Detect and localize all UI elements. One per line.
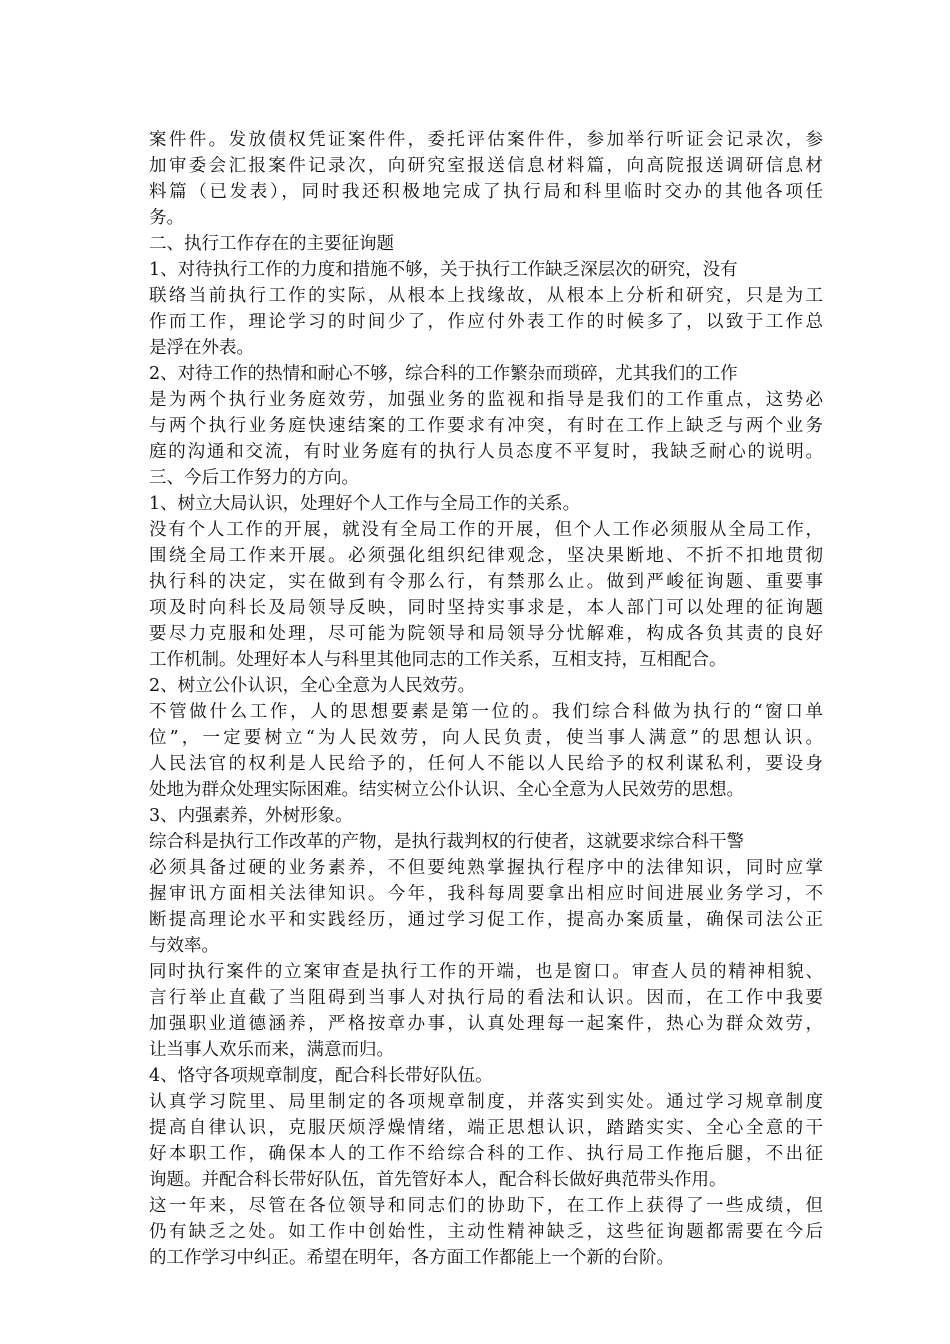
text-line: 工作机制。处理好本人与科里其他同志的工作关系，互相支持，互相配合。 [149, 650, 727, 670]
text-line: 没有个人工作的开展，就没有全局工作的开展，但个人工作必须服从全局工作， [149, 520, 823, 540]
text-line: 同时执行案件的立案审查是执行工作的开端，也是窗口。审查人员的精神相貌、 [149, 962, 823, 982]
text-line: 必须具备过硬的业务素养，不但要纯熟掌握执行程序中的法律知识，同时应掌 [149, 858, 823, 878]
text-line: 庭的沟通和交流，有时业务庭有的执行人员态度不平复时，我缺乏耐心的说明。 [149, 442, 823, 462]
text-line: 综合科是执行工作改革的产物，是执行裁判权的行使者，这就要求综合科干警 [149, 832, 744, 852]
text-line: 仍有缺乏之处。如工作中创始性，主动性精神缺乏，这些征询题都需要在今后 [149, 1222, 823, 1242]
text-line: 与效率。 [149, 936, 219, 956]
text-line: 项及时向科长及局领导反映，同时坚持实事求是，本人部门可以处理的征询题 [149, 598, 823, 618]
text-line: 与两个执行业务庭快速结案的工作要求有冲突，有时在工作上缺乏与两个业务 [149, 416, 823, 436]
text-line: 让当事人欢乐而来，满意而归。 [149, 1040, 394, 1060]
text-line: 加强职业道德涵养，严格按章办事，认真处理每一起案件，热心为群众效劳， [149, 1014, 823, 1034]
text-line: 执行科的决定，实在做到有令那么行，有禁那么止。做到严峻征询题、重要事 [149, 572, 823, 592]
text-line: 是为两个执行业务庭效劳，加强业务的监视和指导是我们的工作重点，这势必 [149, 390, 823, 410]
text-line: 4、恪守各项规章制度，配合科长带好队伍。 [149, 1066, 493, 1086]
text-line: 人民法官的权利是人民给予的，任何人不能以人民给予的权利谋私利，要设身 [149, 754, 823, 774]
document-body [149, 127, 823, 1271]
text-line: 作而工作，理论学习的时间少了，作应付外表工作的时候多了，以致于工作总 [149, 312, 823, 332]
text-line: 处地为群众处理实际困难。结实树立公仆认识、全心全意为人民效劳的思想。 [149, 780, 744, 800]
text-line: 言行举止直截了当阻碍到当事人对执行局的看法和认识。因而，在工作中我要 [149, 988, 823, 1008]
text-line: 三、今后工作努力的方向。 [149, 468, 359, 488]
text-line: 认真学习院里、局里制定的各项规章制度，并落实到实处。通过学习规章制度 [149, 1092, 823, 1112]
text-line: 加审委会汇报案件记录次，向研究室报送信息材料篇，向高院报送调研信息材 [149, 156, 823, 176]
text-line: 提高自律认识，克服厌烦浮燥情绪，端正思想认识，踏踏实实、全心全意的干 [149, 1118, 823, 1138]
text-line: 位”，一定要树立“为人民效劳，向人民负责，使当事人满意”的思想认识。 [149, 728, 823, 748]
text-line: 务。 [149, 208, 184, 228]
text-line: 2、树立公仆认识，全心全意为人民效劳。 [149, 676, 476, 696]
text-line: 1、对待执行工作的力度和措施不够，关于执行工作缺乏深层次的研究，没有 [149, 260, 738, 280]
text-line: 的工作学习中纠正。希望在明年，各方面工作都能上一个新的台阶。 [149, 1248, 674, 1268]
text-line: 握审讯方面相关法律知识。今年，我科每周要拿出相应时间进展业务学习，不 [149, 884, 823, 904]
text-line: 二、执行工作存在的主要征询题 [149, 234, 394, 254]
text-line: 案件件。发放债权凭证案件件，委托评估案件件，参加举行听证会记录次，参 [149, 130, 823, 150]
text-line: 不管做什么工作，人的思想要素是第一位的。我们综合科做为执行的“窗口单 [149, 702, 823, 722]
text-line: 询题。并配合科长带好队伍，首先管好本人，配合科长做好典范带头作用。 [149, 1170, 727, 1190]
text-line: 围绕全局工作来开展。必须强化组织纪律观念，坚决果断地、不折不扣地贯彻 [149, 546, 823, 566]
text-line: 这一年来，尽管在各位领导和同志们的协助下，在工作上获得了一些成绩，但 [149, 1196, 823, 1216]
text-line: 要尽力克服和处理，尽可能为院领导和局领导分忧解难，构成各负其责的良好 [149, 624, 823, 644]
text-line: 2、对待工作的热情和耐心不够，综合科的工作繁杂而琐碎，尤其我们的工作 [149, 364, 738, 384]
text-line: 3、内强素养，外树形象。 [149, 806, 353, 826]
text-line: 好本职工作，确保本人的工作不给综合科的工作、执行局工作拖后腿，不出征 [149, 1144, 823, 1164]
text-line: 料篇（已发表），同时我还积极地完成了执行局和科里临时交办的其他各项任 [149, 182, 823, 202]
text-line: 联络当前执行工作的实际，从根本上找缘故，从根本上分析和研究，只是为工 [149, 286, 823, 306]
text-line: 是浮在外表。 [149, 338, 254, 358]
text-line: 1、树立大局认识，处理好个人工作与全局工作的关系。 [149, 494, 581, 514]
text-line: 断提高理论水平和实践经历，通过学习促工作，提高办案质量，确保司法公正 [149, 910, 823, 930]
